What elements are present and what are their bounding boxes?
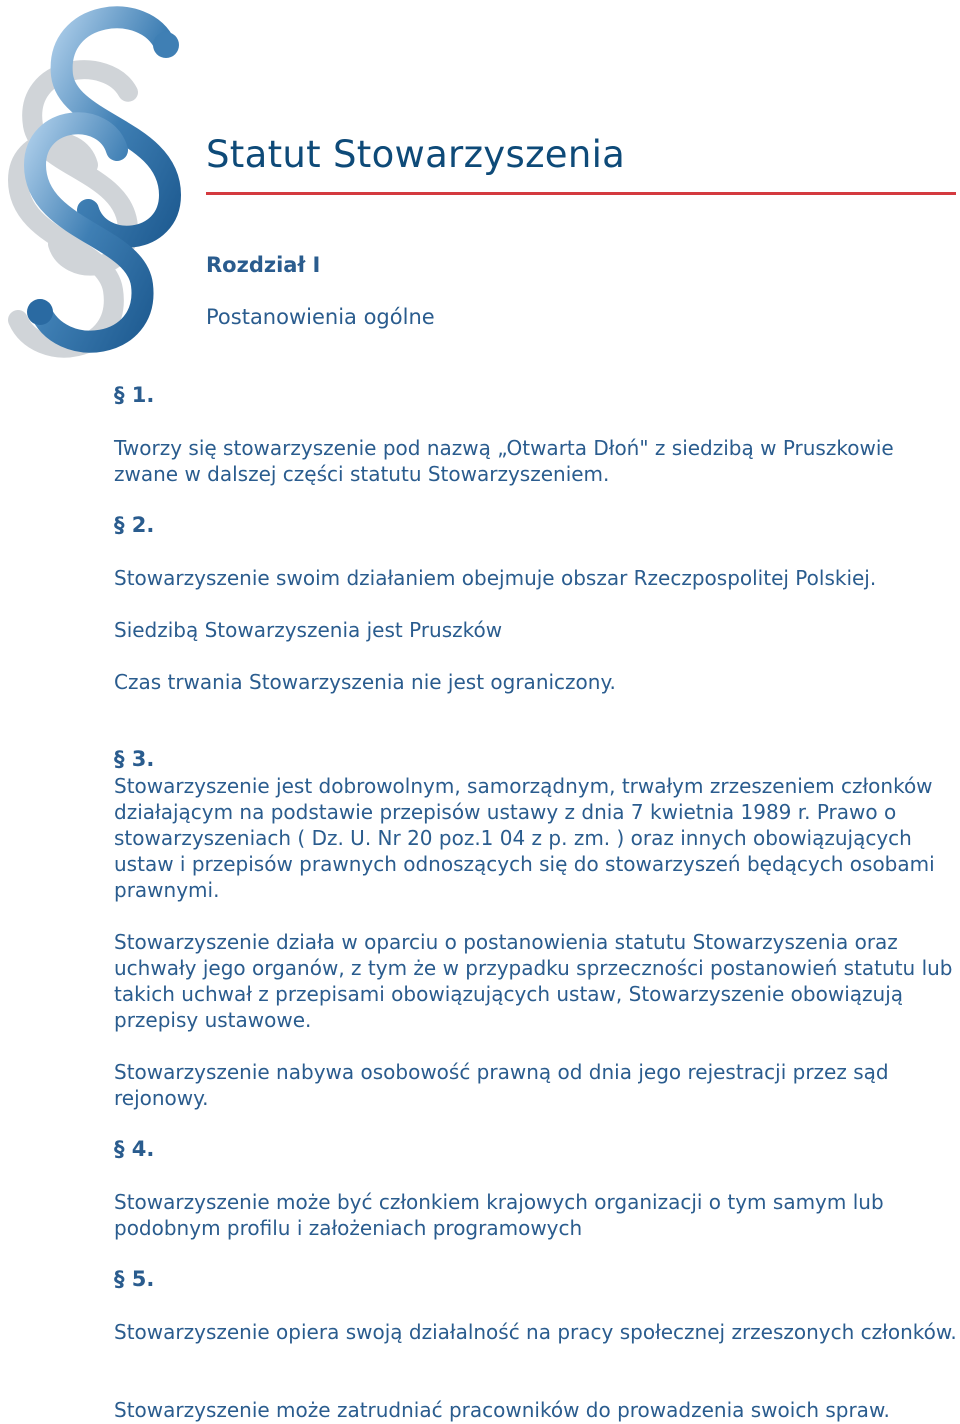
section-sign-icon [0, 0, 200, 360]
section-heading: § 4. [114, 1137, 155, 1161]
chapter-subtitle: Postanowienia ogólne [206, 305, 435, 329]
title-underline [206, 192, 956, 195]
paragraph: Stowarzyszenie nabywa osobowość prawną od dnia jego rejestracji przez sąd rejonowy. [114, 1060, 889, 1110]
section-heading: § 2. [114, 513, 155, 537]
paragraph: Stowarzyszenie jest dobrowolnym, samorządnym, trwałym zrzeszeniem członków działającym na podstawie przepisów ustawy z dnia 7 kwietnia 1989 r. Prawo o stowarzyszeniach ( Dz. U. Nr 20 poz.1 04 z p. zm. ) oraz innych obowiązujących ustaw i przepisów prawnych odnoszących się do stowarzyszeń będących osobami prawnymi. [114, 774, 935, 902]
page-title: Statut Stowarzyszenia [206, 133, 626, 176]
paragraph: Tworzy się stowarzyszenie pod nazwą „Otwarta Dłoń" z siedzibą w Pruszkowie zwane w dalszej części statutu Stowarzyszeniem. [114, 436, 894, 486]
paragraph: Siedzibą Stowarzyszenia jest Pruszków [114, 618, 503, 642]
paragraph: Stowarzyszenie działa w oparciu o postanowienia statutu Stowarzyszenia oraz uchwały jego organów, z tym że w przypadku sprzeczności postanowień statutu lub takich uchwał z przepisami obowiązujących ustaw, Stowarzyszenie obowiązują przepisy ustawowe. [114, 930, 953, 1032]
chapter-heading: Rozdział I [206, 253, 321, 277]
paragraph: Stowarzyszenie opiera swoją działalność na pracy społecznej zrzeszonych członków. [114, 1320, 957, 1344]
paragraph: Stowarzyszenie może zatrudniać pracowników do prowadzenia swoich spraw. [114, 1398, 890, 1422]
section-heading: § 1. [114, 383, 155, 407]
paragraph: Czas trwania Stowarzyszenia nie jest ograniczony. [114, 670, 616, 694]
section-heading: § 3. [114, 747, 155, 771]
section-heading: § 5. [114, 1267, 155, 1291]
paragraph: Stowarzyszenie swoim działaniem obejmuje obszar Rzeczpospolitej Polskiej. [114, 566, 877, 590]
paragraph: Stowarzyszenie może być członkiem krajowych organizacji o tym samym lub podobnym profilu i założeniach programowych [114, 1190, 884, 1240]
